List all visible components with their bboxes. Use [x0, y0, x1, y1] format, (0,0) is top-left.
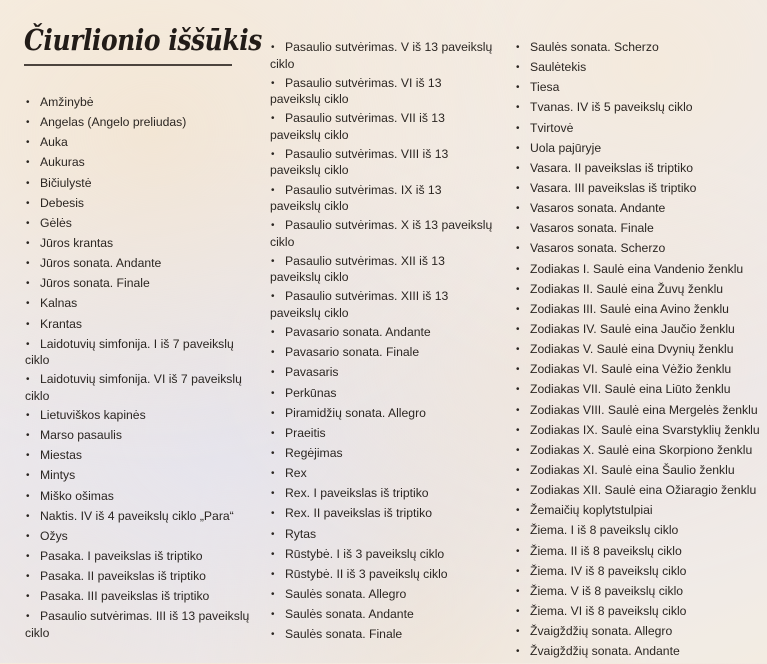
list-item-label: Vasara. III paveikslas iš triptiko [530, 180, 697, 195]
list-item-label: Vasaros sonata. Andante [530, 201, 666, 216]
bullet-icon: • [26, 338, 30, 350]
bullet-icon: • [26, 258, 30, 270]
list-item [270, 547, 495, 564]
bullet-icon: • [516, 142, 520, 154]
bullet-icon: • [516, 203, 520, 215]
bullet-icon: • [516, 122, 520, 134]
list-item-label: Zodiakas IV. Saulė eina Jaučio ženklu [530, 321, 735, 336]
list-item [515, 544, 767, 561]
list-item-label: Saulės sonata. Finale [285, 627, 403, 642]
list-item [25, 529, 250, 546]
list-item-label: Naktis. IV iš 4 paveikslų ciklo „Para“ [40, 508, 234, 523]
bullet-icon: • [516, 626, 520, 638]
list-item-label: Saulės sonata. Allegro [285, 586, 407, 601]
list-item [515, 161, 767, 178]
list-item-label: Žvaigždžių sonata. Andante [530, 644, 680, 659]
list-item-label: Vasara. II paveikslas iš triptiko [530, 160, 694, 175]
list-item [515, 382, 767, 399]
list-item [270, 506, 495, 523]
list-item [25, 569, 250, 586]
list-item [25, 489, 250, 506]
list-item-label: Miestas [40, 448, 82, 463]
bullet-icon: • [516, 404, 520, 416]
bullet-icon: • [26, 157, 30, 169]
list-item-label: Pasaka. III paveikslas iš triptiko [40, 589, 210, 604]
list-item [515, 121, 767, 138]
bullet-icon: • [271, 407, 275, 419]
bullet-icon: • [271, 427, 275, 439]
list-item [515, 141, 767, 158]
list-item-label: Auka [40, 135, 68, 150]
list-item-label: Žiema. IV iš 8 paveikslų ciklo [530, 563, 687, 578]
list-item [515, 262, 767, 279]
bullet-icon: • [26, 97, 30, 108]
list-item [25, 176, 250, 193]
bullet-icon: • [271, 548, 275, 560]
list-item-label: Amžinybė [40, 95, 94, 109]
list-item-label: Rex. II paveikslas iš triptiko [285, 506, 432, 521]
list-item [515, 644, 767, 661]
bullet-icon: • [516, 42, 520, 53]
list-item [270, 40, 495, 72]
list-item [515, 342, 767, 359]
list-item [270, 587, 495, 604]
bullet-icon: • [516, 545, 520, 557]
list-item-label: Tvanas. IV iš 5 paveikslų ciklo [530, 100, 693, 115]
list-item [515, 40, 767, 57]
list-item [25, 408, 250, 425]
list-item-label: Regėjimas [285, 445, 343, 460]
bullet-icon: • [516, 182, 520, 194]
bullet-icon: • [26, 409, 30, 421]
list-item-label: Pasaulio sutvėrimas. XIII iš 13 paveikslų ciklo [270, 289, 449, 320]
list-item [270, 111, 495, 143]
bullet-icon: • [271, 468, 275, 480]
list-item [515, 624, 767, 641]
list-item-label: Zodiakas XII. Saulė eina Ožiaragio ženklu [530, 483, 757, 498]
list-item [270, 406, 495, 423]
list-item [270, 627, 495, 644]
list-item [270, 254, 495, 286]
list-item-label: Piramidžių sonata. Allegro [285, 405, 426, 420]
list-item-label: Vasaros sonata. Finale [530, 221, 654, 236]
list-item-label: Zodiakas VI. Saulė eina Vėžio ženklu [530, 362, 732, 377]
bullet-icon: • [516, 384, 520, 396]
list-item-label: Laidotuvių simfonija. I iš 7 paveikslų ciklo [25, 336, 234, 368]
list-item [25, 317, 250, 334]
list-item [25, 115, 250, 132]
bullet-icon: • [26, 450, 30, 462]
page-title: Čiurlionio iššūkis [24, 23, 262, 57]
list-item-label: Zodiakas III. Saulė eina Avino ženklu [530, 301, 729, 316]
bullet-icon: • [271, 220, 275, 232]
list-item-label: Bičiulystė [40, 175, 92, 190]
bullet-icon: • [26, 430, 30, 442]
list-item-label: Laidotuvių simfonija. VI iš 7 paveikslų ciklo [25, 372, 242, 403]
artwork-list-column-2 [270, 40, 495, 647]
list-item [515, 463, 767, 480]
list-item [515, 282, 767, 299]
list-item [25, 276, 250, 293]
list-item [515, 443, 767, 460]
bullet-icon: • [516, 424, 520, 436]
list-item-label: Marso pasaulis [40, 428, 122, 443]
list-item-label: Perkūnas [285, 385, 337, 400]
bullet-icon: • [516, 525, 520, 537]
list-item [25, 609, 250, 641]
list-item-label: Lietuviškos kapinės [40, 407, 146, 422]
list-item-label: Angelas (Angelo preliudas) [40, 115, 187, 130]
list-item [25, 135, 250, 152]
bullet-icon: • [516, 102, 520, 114]
bullet-icon: • [271, 148, 275, 160]
bullet-icon: • [26, 278, 30, 290]
list-item [515, 362, 767, 379]
bullet-icon: • [26, 177, 30, 189]
bullet-icon: • [516, 283, 520, 295]
list-item-label: Rūstybė. II iš 3 paveikslų ciklo [285, 566, 448, 581]
list-item [25, 549, 250, 566]
list-item-label: Zodiakas VII. Saulė eina Liūto ženklu [530, 382, 731, 397]
list-item-label: Jūros krantas [40, 235, 114, 250]
list-item-label: Pavasario sonata. Finale [285, 345, 420, 360]
list-item-label: Praeitis [285, 425, 326, 440]
bullet-icon: • [26, 237, 30, 249]
list-item [270, 325, 495, 342]
list-item-label: Rex [285, 466, 307, 481]
list-item [515, 181, 767, 198]
list-item [25, 216, 250, 233]
list-item [515, 322, 767, 339]
list-item-label: Zodiakas V. Saulė eina Dvynių ženklu [530, 342, 734, 357]
list-item [25, 256, 250, 273]
list-item [270, 289, 495, 321]
list-item-label: Žiema. II iš 8 paveikslų ciklo [530, 543, 682, 558]
bullet-icon: • [516, 263, 520, 275]
bullet-icon: • [26, 530, 30, 542]
bullet-icon: • [516, 303, 520, 315]
list-item [515, 423, 767, 440]
bullet-icon: • [26, 137, 30, 149]
bullet-icon: • [516, 364, 520, 376]
list-item-label: Pasaulio sutvėrimas. V iš 13 paveikslų ciklo [270, 40, 493, 71]
bullet-icon: • [271, 327, 275, 339]
bullet-icon: • [271, 77, 275, 89]
bullet-icon: • [516, 444, 520, 456]
list-item [515, 302, 767, 319]
list-item [270, 527, 495, 544]
list-item-label: Saulės sonata. Andante [285, 607, 414, 622]
list-item-label: Zodiakas II. Saulė eina Žuvų ženklu [530, 281, 724, 296]
list-item [270, 183, 495, 215]
list-item [270, 486, 495, 503]
list-item [25, 95, 250, 112]
list-item [270, 218, 495, 250]
bullet-icon: • [26, 374, 30, 386]
list-item-label: Zodiakas I. Saulė eina Vandenio ženklu [530, 261, 744, 276]
list-item-label: Žvaigždžių sonata. Allegro [530, 624, 673, 639]
bullet-icon: • [271, 609, 275, 621]
list-item [25, 236, 250, 253]
list-item-label: Vasaros sonata. Scherzo [530, 241, 666, 256]
bullet-icon: • [271, 568, 275, 580]
list-item-label: Ožys [40, 528, 68, 543]
bullet-icon: • [516, 646, 520, 658]
list-item-label: Jūros sonata. Finale [40, 276, 150, 291]
list-item [25, 296, 250, 313]
list-item-label: Pasaulio sutvėrimas. IX iš 13 paveikslų ciklo [270, 182, 442, 214]
bullet-icon: • [26, 510, 30, 522]
list-item-label: Saulės sonata. Scherzo [530, 40, 659, 54]
list-item [515, 221, 767, 238]
list-item [515, 60, 767, 77]
list-item-label: Pasaulio sutvėrimas. VIII iš 13 paveikslų ciklo [270, 146, 449, 178]
bullet-icon: • [271, 113, 275, 125]
bullet-icon: • [516, 162, 520, 174]
list-item-label: Žiema. I iš 8 paveikslų ciklo [530, 523, 679, 538]
bullet-icon: • [516, 82, 520, 94]
list-item-label: Pasaulio sutvėrimas. X iš 13 paveikslų ciklo [270, 218, 493, 249]
artwork-list-column-3 [515, 40, 767, 664]
bullet-icon: • [516, 223, 520, 235]
bullet-icon: • [516, 505, 520, 517]
list-item [515, 483, 767, 500]
list-item-label: Tvirtovė [530, 120, 574, 135]
list-item-label: Pasaulio sutvėrimas. VI iš 13 paveikslų ciklo [270, 75, 442, 107]
list-item [270, 446, 495, 463]
list-item [515, 241, 767, 258]
list-item [25, 468, 250, 485]
bullet-icon: • [516, 323, 520, 335]
list-item [25, 372, 250, 404]
list-item-label: Saulėtekis [530, 60, 587, 75]
list-item [515, 100, 767, 117]
list-item-label: Miško ošimas [40, 488, 114, 503]
list-item [515, 564, 767, 581]
bullet-icon: • [271, 255, 275, 267]
list-item [515, 403, 767, 420]
bullet-icon: • [271, 508, 275, 520]
list-item [515, 80, 767, 97]
artwork-list-column-1 [25, 95, 250, 645]
list-item [25, 509, 250, 526]
list-item [25, 196, 250, 213]
list-item-label: Jūros sonata. Andante [40, 256, 162, 271]
list-item [270, 567, 495, 584]
bullet-icon: • [516, 464, 520, 476]
list-item [515, 584, 767, 601]
bullet-icon: • [271, 291, 275, 303]
list-item-label: Rūstybė. I iš 3 paveikslų ciklo [285, 546, 445, 561]
list-item [270, 365, 495, 382]
bullet-icon: • [516, 243, 520, 255]
list-item-label: Žiema. V iš 8 paveikslų ciklo [530, 583, 684, 598]
list-item [270, 147, 495, 179]
bullet-icon: • [26, 490, 30, 502]
list-item-label: Kalnas [40, 296, 78, 311]
bullet-icon: • [271, 588, 275, 600]
list-item [25, 428, 250, 445]
list-item-label: Rex. I paveikslas iš triptiko [285, 486, 429, 501]
list-item-label: Pavasaris [285, 365, 339, 380]
bullet-icon: • [26, 611, 30, 623]
bullet-icon: • [271, 528, 275, 540]
list-item-label: Zodiakas IX. Saulė eina Svarstyklių ženklu [530, 422, 760, 437]
bullet-icon: • [271, 367, 275, 379]
list-item-label: Debesis [40, 195, 85, 210]
list-item-label: Zodiakas X. Saulė eina Skorpiono ženklu [530, 442, 753, 457]
bullet-icon: • [516, 585, 520, 597]
list-item-label: Zodiakas XI. Saulė eina Šaulio ženklu [530, 462, 735, 477]
list-item-label: Pasaulio sutvėrimas. VII iš 13 paveikslų ciklo [270, 111, 445, 142]
list-item-label: Aukuras [40, 155, 85, 170]
list-item-label: Mintys [40, 468, 76, 483]
bullet-icon: • [26, 571, 30, 583]
list-item [270, 466, 495, 483]
list-item-label: Žemaičių koplytstulpiai [530, 503, 653, 518]
bullet-icon: • [271, 387, 275, 399]
bullet-icon: • [271, 347, 275, 359]
bullet-icon: • [516, 344, 520, 356]
list-item-label: Pasaka. I paveikslas iš triptiko [40, 548, 203, 563]
bullet-icon: • [26, 550, 30, 562]
list-item-label: Pasaka. II paveikslas iš triptiko [40, 569, 206, 584]
bullet-icon: • [516, 565, 520, 577]
list-item [270, 76, 495, 108]
bullet-icon: • [26, 197, 30, 209]
list-item [25, 448, 250, 465]
list-item-label: Rytas [285, 526, 317, 541]
bullet-icon: • [271, 629, 275, 641]
title-underline [24, 64, 232, 66]
bullet-icon: • [271, 488, 275, 500]
bullet-icon: • [271, 447, 275, 459]
list-item [25, 589, 250, 606]
bullet-icon: • [516, 62, 520, 74]
list-item-label: Pavasario sonata. Andante [285, 325, 431, 340]
bullet-icon: • [26, 591, 30, 603]
list-item-label: Zodiakas VIII. Saulė eina Mergelės ženklu [530, 402, 758, 417]
list-item [270, 345, 495, 362]
list-item-label: Tiesa [530, 80, 560, 95]
list-item [270, 386, 495, 403]
title-block [24, 18, 262, 66]
list-item [270, 426, 495, 443]
list-item [515, 201, 767, 218]
bullet-icon: • [516, 485, 520, 497]
list-item-label: Žiema. VI iš 8 paveikslų ciklo [530, 603, 687, 618]
bullet-icon: • [26, 318, 30, 330]
bullet-icon: • [271, 184, 275, 196]
list-item-label: Pasaulio sutvėrimas. III iš 13 paveikslų ciklo [25, 609, 250, 640]
list-item [25, 155, 250, 172]
list-item [515, 523, 767, 540]
bullet-icon: • [26, 217, 30, 229]
list-item-label: Gėlės [40, 215, 72, 230]
bullet-icon: • [26, 117, 30, 129]
list-item-label: Uola pajūryje [530, 140, 602, 155]
bullet-icon: • [26, 470, 30, 482]
list-item [515, 604, 767, 621]
list-item [25, 337, 250, 369]
bullet-icon: • [271, 42, 275, 53]
bullet-icon: • [516, 605, 520, 617]
list-item-label: Pasaulio sutvėrimas. XII iš 13 paveikslų ciklo [270, 253, 445, 285]
list-item [270, 607, 495, 624]
list-item-label: Krantas [40, 316, 83, 331]
bullet-icon: • [26, 298, 30, 310]
list-item [515, 503, 767, 520]
